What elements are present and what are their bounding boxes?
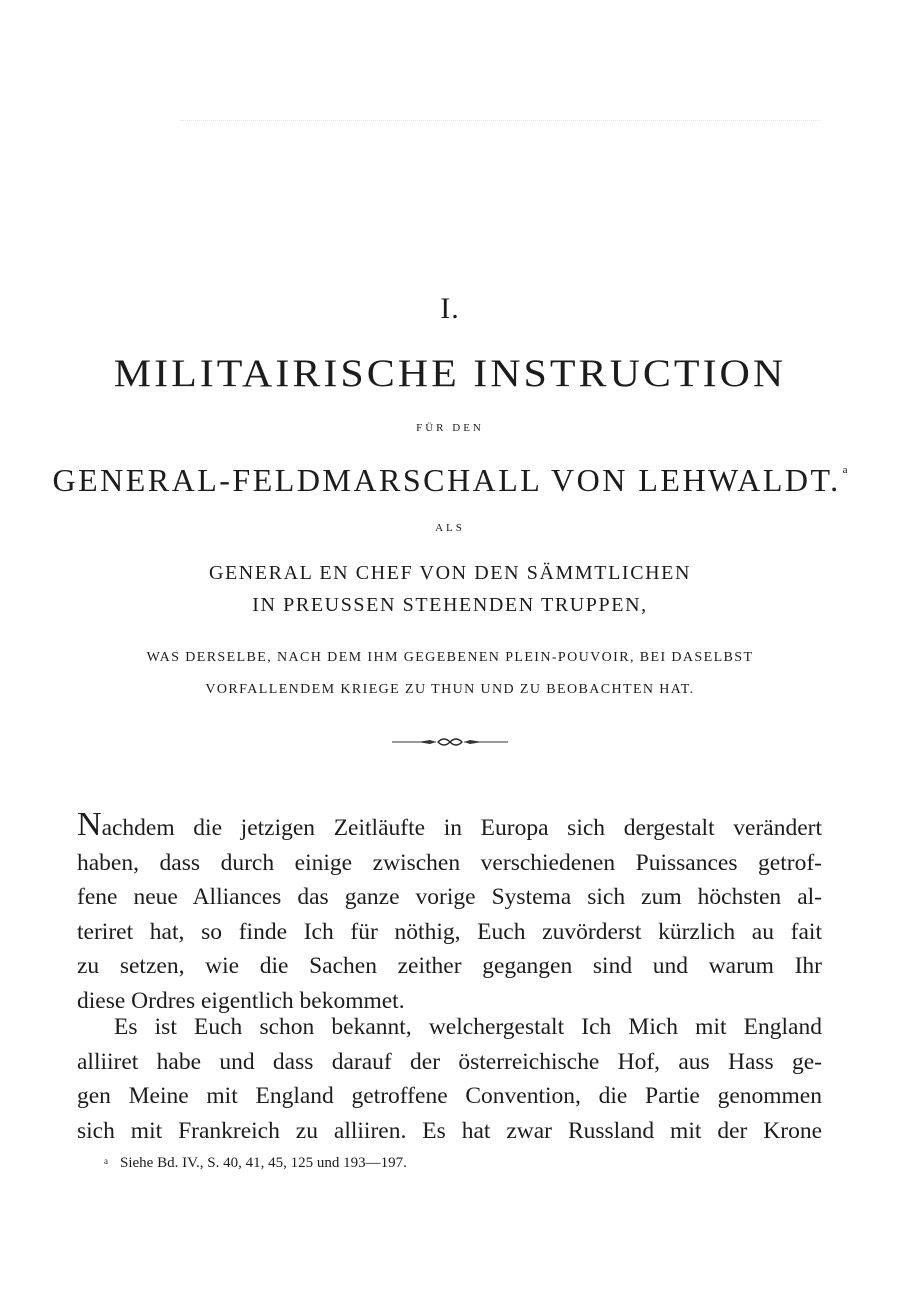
description-line-2: VORFALLENDEM KRIEGE ZU THUN UND ZU BEOBACHTEN HAT. <box>205 682 695 697</box>
addressee-name: GENERAL-FELDMARSCHALL VON LEHWALDT. <box>52 462 841 498</box>
paragraph-1-line-4: teriret hat, so finde Ich für nöthig, Euch zuvörderst kürzlich au fait <box>77 918 822 945</box>
title-connector-als: ALS <box>435 522 465 534</box>
faint-header-rule <box>180 120 820 122</box>
paragraph-2-line-2: alliiret habe und dass darauf der österreichische Hof, aus Hass ge- <box>77 1048 822 1075</box>
paragraph-1 <box>77 806 822 1018</box>
chapter-title: MILITAIRISCHE INSTRUCTION <box>113 352 787 396</box>
paragraph-1-line-6: diese Ordres eigentlich bekommet. <box>77 987 405 1014</box>
description-line-1: WAS DERSELBE, NACH DEM IHM GEGEBENEN PLEIN-POUVOIR, BEI DASELBST <box>146 650 754 665</box>
paragraph-2-line-3: gen Meine mit England getroffene Convention, die Partie genommen <box>77 1083 822 1109</box>
ornament-divider <box>390 736 510 748</box>
footnote-text: Siehe Bd. IV., S. 40, 41, 45, 125 und 193—197. <box>120 1155 407 1171</box>
addressee-title <box>0 462 900 499</box>
paragraph-1-line-5: zu setzen, wie die Sachen zeither gegangen sind und warum Ihr <box>77 953 822 979</box>
subtitle-line-2: IN PREUSSEN STEHENDEN TRUPPEN, <box>252 594 648 616</box>
paragraph-1-line-1 <box>77 806 822 846</box>
subtitle-line-1: GENERAL EN CHEF VON DEN SÄMMTLICHEN <box>208 562 692 584</box>
footnote-mark: a <box>104 1156 108 1166</box>
drop-cap: N <box>77 806 102 843</box>
paragraph-2-line-1: Es ist Euch schon bekannt, welchergestalt Ich Mich mit England <box>114 1014 822 1040</box>
paragraph-1-line-3: fene neue Alliances das ganze vorige Systema sich zum höchsten al- <box>77 884 822 910</box>
paragraph-1-line-2: haben, dass durch einige zwischen verschiedenen Puissances getrof- <box>77 849 822 876</box>
paragraph-2 <box>77 1010 822 1148</box>
footnote <box>104 1155 407 1172</box>
chapter-numeral: I. <box>440 292 460 325</box>
line-text: achdem die jetzigen Zeitläufte in Europa sich dergestalt verändert <box>101 815 822 841</box>
title-connector-fuer-den: FÜR DEN <box>416 422 484 434</box>
addressee-footnote-mark: a <box>842 464 848 476</box>
paragraph-2-line-4: sich mit Frankreich zu alliiren. Es hat zwar Russland mit der Krone <box>77 1117 822 1144</box>
